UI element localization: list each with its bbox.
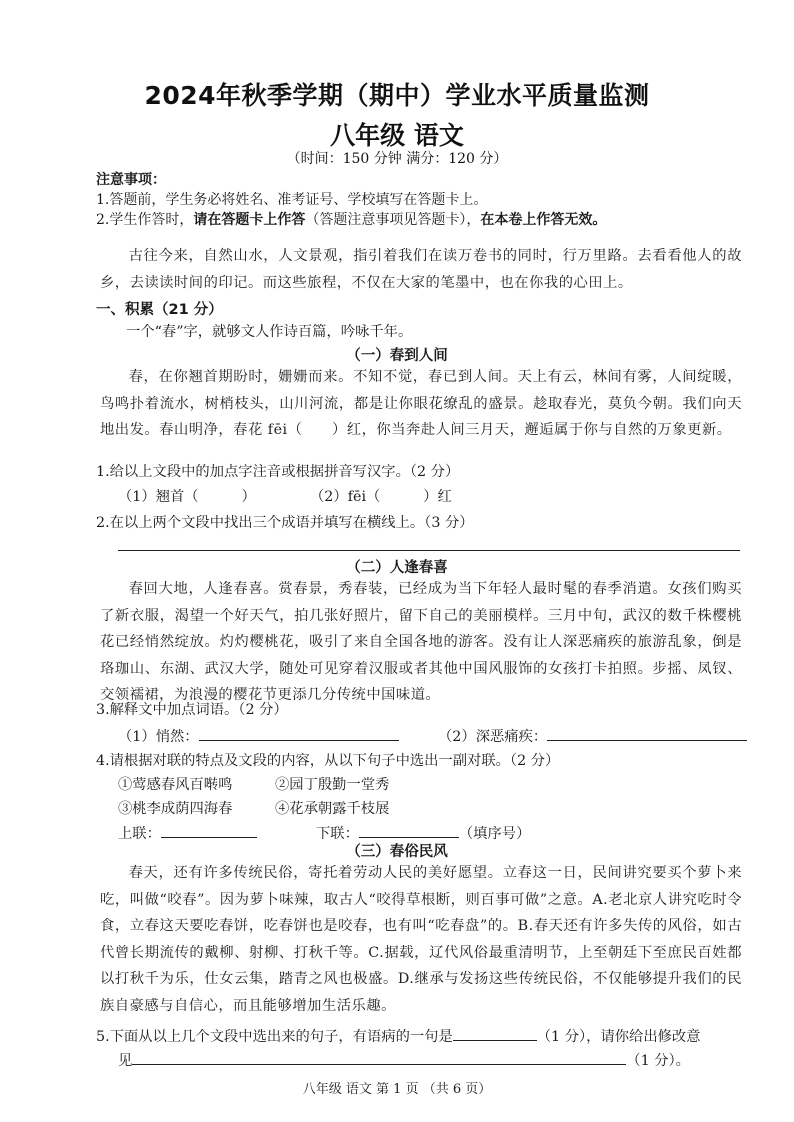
notice-item-2-part-b: 请在答题卡上作答 bbox=[193, 212, 306, 228]
question-5-blank-2[interactable] bbox=[132, 1050, 626, 1065]
exam-subtitle: 八年级 语文 bbox=[330, 121, 464, 150]
page-footer: 八年级 语文 第 1 页 （共 6 页） bbox=[302, 1082, 492, 1097]
notice-item-2-part-c: （答题注意事项见答题卡）， bbox=[305, 212, 481, 228]
question-2: 2.在以上两个文段中找出三个成语并填写在横线上。（3 分） bbox=[96, 515, 474, 531]
couplet-lower-label: 下联： bbox=[316, 826, 359, 842]
question-3-item-1-blank[interactable] bbox=[199, 726, 399, 741]
part2-text: 春回大地，人逢春喜。赏春景，秀春装，已经成为当下年轻人最时髦的春季消遣。女孩们购买了新衣服，渴望一个好天气，拍几张好照片，留下自己的美丽模样。三月中旬，武汉的数千株樱桃花已经悄然绽放。灼灼樱桃花，吸引了来自全国各地的游客。没有让人深恶痛疾的旅游乱象，倒是珞珈山、东湖、武汉大学，随处可见穿着汉服或者其他中国风服饰的女孩打卡拍照。步摇、凤钗、交领襦裙，为浪漫的樱花节更添几分传统中国味道。 bbox=[100, 581, 742, 703]
question-4: 4.请根据对联的特点及文段的内容，从以下句子中选出一副对联。（2 分） bbox=[96, 753, 560, 769]
exam-time-info: （时间：150 分钟 满分：120 分） bbox=[286, 151, 508, 167]
question-5-text-b: （1 分），请你给出修改意 bbox=[536, 1029, 701, 1045]
question-3-item-1-label: （1）悄然： bbox=[118, 729, 199, 745]
part2-paragraph bbox=[100, 576, 742, 709]
notice-item-2-part-a: 2.学生作答时， bbox=[96, 212, 194, 228]
question-5-text-c: 见 bbox=[118, 1053, 133, 1069]
question-2-answer-line[interactable] bbox=[118, 550, 740, 551]
part3-text: 春天，还有许多传统民俗，寄托着劳动人民的美好愿望。立春这一日，民间讲究要买个萝卜来吃，叫做“咬春”。因为萝卜味辣，取古人“咬得草根断，则百事可做”之意。A.老北京人讲究吃时令食，立春这天要吃春饼，吃春饼也是咬春，也有叫“吃春盘”的。B.春天还有许多失传的风俗，如古代曾长期流传的戴柳、射柳、打秋千等。C.据载，辽代风俗最重清明节，上至朝廷下至庶民百姓都以打秋千为乐，仕女云集，踏青之风也极盛。D.继承与发扬这些传统民俗，不仅能够提升我们的民族自豪感与自信心，而且能够增加生活乐趣。 bbox=[100, 865, 742, 1014]
question-1-item-2: （2）fēi（ ）红 bbox=[310, 489, 452, 505]
couplet-option-3: ③桃李成荫四海春 bbox=[118, 801, 233, 817]
notice-item-1: 1.答题前，学生务必将姓名、准考证号、学校填写在答题卡上。 bbox=[96, 192, 488, 208]
question-5-line-2 bbox=[118, 1050, 690, 1071]
part2-heading: （二）人逢春喜 bbox=[346, 560, 448, 576]
part3-paragraph bbox=[100, 860, 742, 1019]
part1-text: 春，在你翘首期盼时，姗姗而来。不知不觉，春已到人间。天上有云，林间有雾，人间绽暖，鸟鸣扑着流水，树梢枝头，山川河流，都是让你眼花缭乱的盛景。趁取春光，莫负今朝。我们向天地出发。春山明净，春花 fēi（ ）红，你当奔赴人间三月天，邂逅属于你与自然的万象更新。 bbox=[100, 369, 742, 438]
exam-title: 2024年秋季学期（期中）学业水平质量监测 bbox=[144, 81, 650, 110]
notice-item-2-part-d: 在本卷上作答无效。 bbox=[480, 212, 607, 228]
section1-lead: 一个“春”字，就够文人作诗百篇，吟咏千年。 bbox=[126, 324, 413, 340]
couplet-option-2: ②园丁殷勤一堂秀 bbox=[275, 777, 390, 793]
question-3-item-2-blank[interactable] bbox=[547, 726, 747, 741]
question-1-item-1: （1）翘首（ ） bbox=[118, 489, 256, 505]
section1-heading: 一、积累（21 分） bbox=[96, 302, 223, 318]
question-3-item-2-label: （2）深恶痛疾： bbox=[438, 729, 548, 745]
part3-heading: （三）春俗民风 bbox=[346, 844, 448, 860]
question-5-text-d: （1 分）。 bbox=[626, 1053, 690, 1069]
intro-paragraph bbox=[100, 243, 742, 296]
question-1: 1.给以上文段中的加点字注音或根据拼音写汉字。（2 分） bbox=[96, 464, 460, 480]
question-3-item-2 bbox=[438, 726, 747, 747]
question-5-text-a: 5.下面从以上几个文段中选出来的句子，有语病的一句是 bbox=[96, 1029, 453, 1045]
intro-text: 古往今来，自然山水，人文景观，指引着我们在读万卷书的同时，行万里路。去看看他人的故乡，去读读时间的印记。而这些旅程，不仅在大家的笔墨中，也在你我的心田上。 bbox=[100, 248, 742, 291]
couplet-option-1: ①莺感春风百啭鸣 bbox=[118, 777, 233, 793]
part1-paragraph bbox=[100, 364, 742, 444]
notice-item-2 bbox=[96, 210, 606, 230]
question-5 bbox=[96, 1026, 701, 1047]
question-3-item-1 bbox=[118, 726, 399, 747]
notice-heading: 注意事项： bbox=[96, 172, 166, 188]
question-5-blank-1[interactable] bbox=[453, 1026, 537, 1041]
couplet-option-4: ④花承朝露千枝展 bbox=[275, 801, 390, 817]
couplet-upper-label: 上联： bbox=[118, 826, 161, 842]
couplet-fill-hint: （填序号） bbox=[458, 826, 531, 842]
couplet-upper-blank[interactable] bbox=[161, 823, 257, 838]
part1-heading: （一）春到人间 bbox=[346, 348, 448, 364]
couplet-lower-blank[interactable] bbox=[359, 823, 459, 838]
question-3: 3.解释文中加点词语。（2 分） bbox=[96, 702, 288, 718]
